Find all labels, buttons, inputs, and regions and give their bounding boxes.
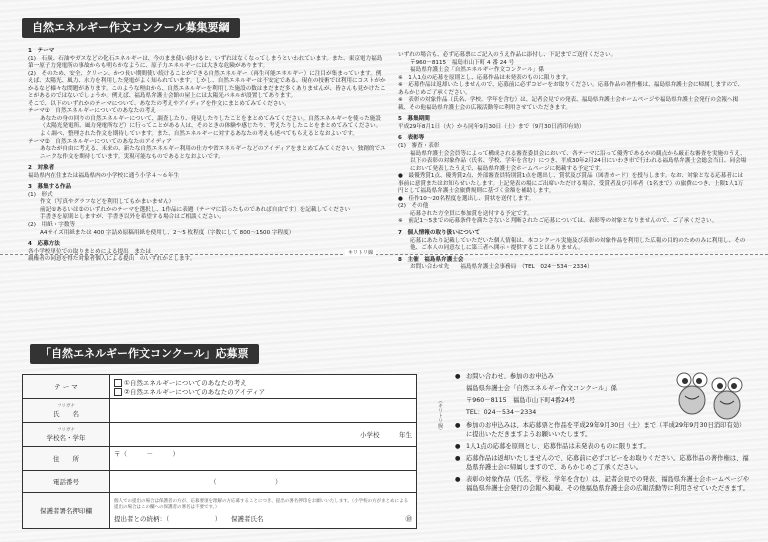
paragraph: 作文（写真やグラフなどを利用してもかまいません） [40, 199, 175, 206]
address-field[interactable] [110, 447, 417, 471]
seal-mark: ㊞ [405, 515, 412, 523]
phone-label: 電話番号 [23, 471, 110, 493]
inquiry-text: 表彰の対象作品（氏名、学校、学年を含む）は、記者会見での発表、福島県弁護士会ホームページや福島県弁護士会発行の会報へ掲載、その他福島県弁護士会の広報活動等に利用させていただきます。 [466, 476, 750, 493]
paragraph: (1) 形式 [28, 191, 53, 198]
inquiry-text: 1人1点の応募を原則とし、応募作品は未発表のものに限ります。 [466, 442, 650, 450]
name-label: 氏 名 [53, 410, 79, 418]
paragraph: (1) 石炭、石油やガスなどの化石エネルギーは、今のまま使い続けると、いずれはなくなってしまうといわれています。また、東京電力福島第一原子力発電所の事故からも明らかなように、原子力エネルギーには大きな危険があります。 [28, 55, 383, 70]
paragraph: A4サイズ用紙または 400 字詰め原稿用紙を使用し、2～5 枚程度（字数にして 800～1500 字程度） [40, 229, 295, 236]
paragraph: あなたの身の回りの自然エネルギーについて、調査したり、発見したりしたことをまとめてみてください。自然エネルギーを使った施設（太陽光発電所、風力発電所など）に行ってことがある人は、そのときの体験や感じたり、考えたりしたことをまとめてみてください。よく調べ、整理された作文を期待しています。また、自然エネルギーに対するあなたの考えも述べてもらえるとなおよいです。 [40, 115, 382, 138]
section-heading: 5 募集期間 [398, 116, 430, 123]
vertical-cut-note: （キリトリ線） [437, 398, 443, 433]
phone-paren: （ ） [210, 478, 282, 486]
paragraph: 手書きを原則としますが、手書き以外を希望する場合はご相談ください。 [40, 214, 225, 221]
paragraph: ※ 表彰の対象作品（氏名、学校、学年を含む）は、記者会見での発表、福島県弁護士会ホームページや福島県弁護士会発行の会報へ掲載、その他福島県弁護士会の広報活動等に利用させていただきます。 [398, 97, 739, 111]
page-title: 自然エネルギー作文コンクール募集要綱 [22, 18, 240, 38]
entry-form [22, 374, 417, 529]
bullet-icon: ● [455, 373, 461, 380]
relation-line: 提出者との続柄：（ ） 保護者氏名 [114, 515, 264, 523]
paragraph: 各小学校単位での取りまとめによる提出 または [28, 248, 152, 255]
grade-suffix: 年生 [399, 431, 412, 439]
school-label-cell [23, 423, 110, 447]
paragraph: (1) 審査・表彰 [398, 143, 440, 150]
paragraph: 福島県弁護士会会員等によって構成される審査委員会において、各テーマに沿って優秀であるかの観点から厳正な審査を実施のうえ、以下の表彰の対象作品（氏名、学校、学年を含む）につき、平成30年2月24日にいわき市で行われる福島県弁護士会総会当日、同会場において発表したうえで、福島県弁護士会ホームページに掲載する予定です。 [410, 150, 747, 172]
guardian-label: 保護者署名押印欄 [23, 493, 110, 529]
inquiry-item [455, 421, 750, 439]
frog-illustration-left [675, 370, 709, 416]
section-heading: 4 応募方法 [28, 241, 60, 248]
guidelines-right-column [398, 52, 748, 272]
phone-field[interactable] [110, 471, 417, 493]
inquiry-text: 〒960－8115 福島市山下町4番24号 [466, 397, 576, 405]
paragraph: (2) そのため、安全、クリーン、かつ長い期間使い続けることができる自然エネルギー（再生可能エネルギー）に注目が集まっています。例えば、太陽光、風力、水力を利用した発電がよく知られています。しかし、自然エネルギーは不安定である、現在の技術では利用にコストがかかるなど様々な問題があります。このような理由から、自然エネルギーを利用した施設の数はまだまだ多くありませんが、皆さんも見かけたことがあるのではないでしょうか。例えば、福島県弁護士会館の屋上には太陽光パネルが設置してあります。 [28, 70, 386, 100]
inquiry-text: 応募作品は返却いたしませんので、応募前に必ずコピーをお取りください。応募作品の著作権は、福島県弁護士会に帰属しますので、あらかじめご了承ください。 [466, 454, 749, 471]
theme1-label: ①自然エネルギーについてのあなたの考え [124, 378, 247, 387]
paragraph: そこで、以下のいずれかのテーマについて、あなたの考えやアイディアを作文にまとめてみてください。 [28, 100, 290, 107]
form-title: 「自然エネルギー作文コンクール」応募票 [30, 344, 259, 364]
theme1-checkbox[interactable] [114, 379, 122, 387]
paragraph: 福島県弁護士会「自然エネルギー作文コンクール」係 [410, 67, 545, 74]
name-furigana: フリガナ [57, 404, 75, 409]
section-heading: 8 主催 福島県弁護士会 [398, 256, 464, 263]
cut-line [0, 254, 768, 255]
inquiry-text: お問い合わせ、参加のお申込み [466, 373, 554, 380]
paragraph: (2) 用紙・字数等 [28, 222, 76, 229]
paragraph: 親権者の同意を得た対象者個人による提出 のいずれかとします。 [28, 256, 196, 263]
paragraph: 福島県内在住または福島県内の小学校に通う小学４～６年生 [28, 172, 180, 179]
guardian-field[interactable] [110, 493, 417, 529]
paragraph: ※ 応募作品は返却いたしませんので、応募前に必ずコピーをお取りください。応募作品の著作権は、福島県弁護士会に帰属しますので、あらかじめご了承ください。 [398, 82, 744, 96]
inquiry-item [455, 454, 750, 472]
school-label: 学校名・学年 [46, 434, 86, 442]
paragraph: 前記①あるいは②のいずれかのテーマを選択し、1作品に表題（テーマに沿ったものであれば自由です）を記載してください [40, 206, 351, 213]
school-field[interactable] [110, 423, 417, 447]
bullet-icon: ● [455, 442, 461, 450]
theme2-label: ②自然エネルギーについてのあなたのアイディア [124, 387, 266, 396]
name-field[interactable] [110, 399, 417, 423]
inquiry-text: TEL：024－534－2334 [466, 409, 537, 417]
guidelines-left-column [28, 44, 386, 264]
paragraph: お問い合わせ先 福島県弁護士会事務局 （TEL 024－534－2334） [410, 264, 593, 271]
section-heading: 3 募集する作品 [28, 184, 72, 191]
theme-label: テ ー マ [23, 375, 110, 399]
paragraph: テーマ① 自然エネルギーについてのあなたの考え [28, 108, 156, 115]
paragraph: (2) その他 [398, 203, 429, 210]
bullet-icon: ● [455, 476, 461, 484]
section-heading: 7 個人情報の取り扱いについて [398, 230, 481, 237]
bullet-icon: ● [455, 454, 461, 462]
name-label-cell [23, 399, 110, 423]
school-suffix: 小学校 [360, 431, 380, 439]
theme2-checkbox[interactable] [114, 388, 122, 396]
inquiry-item [455, 442, 750, 451]
paragraph: 〒960－8115 福島市山下町 4 番 24 号 [410, 59, 515, 66]
paragraph: テーマ② 自然エネルギーについてのあなたのアイディア [28, 138, 172, 145]
paragraph: 応募にあたり記載していただいた個人情報は、本コンクール実施及び表彰の対象作品を利用した広報の目的のためのみに利用し、その他、ご本人の同意なしに第三者へ開示・提供することはありません。 [410, 237, 746, 252]
guardian-note: 個人での提出の場合は保護者の方が、応募要項を理解の方応募することにつき、提出の署名押印をお願いいたします。（小学校の方がまとめによる提出の場合はこの欄への保護者の署名は不要です。） [114, 499, 409, 510]
section-heading: 2 対象者 [28, 165, 55, 172]
paragraph: いずれの場合も、必ず応募票にご記入のうえ作品に添付し、下記までご送付ください。 [398, 52, 617, 58]
paragraph: 応募された方全員に参加賞を送付する予定です。 [410, 210, 533, 217]
address-label: 住 所 [23, 447, 110, 471]
section-heading: 1 テーマ [28, 48, 55, 54]
inquiry-text: 福島県弁護士会「自然エネルギー作文コンクール」係 [466, 385, 617, 393]
section-heading: 6 表彰等 [398, 135, 425, 142]
cut-line-label: キリトリ線 [345, 249, 376, 256]
paragraph: あなたが自由に考える、未来の、新たな自然エネルギー利用の仕方や省エネルギーなどのアイディアをまとめてみてください。独創的でユニークな作文を期待しています。実現可能なものであるとなおよいです。 [40, 146, 386, 160]
school-furigana: フリガナ [57, 428, 75, 433]
paragraph: ※ 1人1点の応募を原則とし、応募作品は未発表のものに限ります。 [398, 74, 572, 81]
theme-options [110, 375, 417, 399]
postal-code: 〒（ － ） [114, 450, 179, 458]
inquiry-text: 参加のお申込みは、本応募票と作品を平成29年9月30日（土）まで（平成29年9月30日消印有効）に提出いただきますようお願いいたします。 [466, 421, 746, 438]
paragraph: ● 最優秀賞1点、優秀賞2点、外部審査員特別賞1点を選出し、賞状及び賞品（図書カード）を授与します。なお、対象となる応募者には事前に意賞またはお知らせいたします。上記発表の場にご出席いただける場合、受賞者及び引率者（1名まで）の旅費につき、上限1人1万円として福島県弁護士会旅費規則に基づく金額を補助します。 [398, 173, 744, 195]
paragraph: ● 佳作10～20名程度を選出し、賞状を送付します。 [398, 195, 535, 202]
paragraph: 平成29年8月1日（火）から同年9月30日（土）まで（9月30日消印有効） [398, 123, 585, 130]
inquiry-item [455, 475, 750, 493]
bullet-icon: ● [455, 421, 461, 429]
paragraph: ※ 前記1～5までの応募条件を満たさないと判断されたご応募については、表彰等の対象となりませんので、ご了承ください。 [398, 218, 718, 225]
frog-illustration-right [710, 375, 744, 421]
